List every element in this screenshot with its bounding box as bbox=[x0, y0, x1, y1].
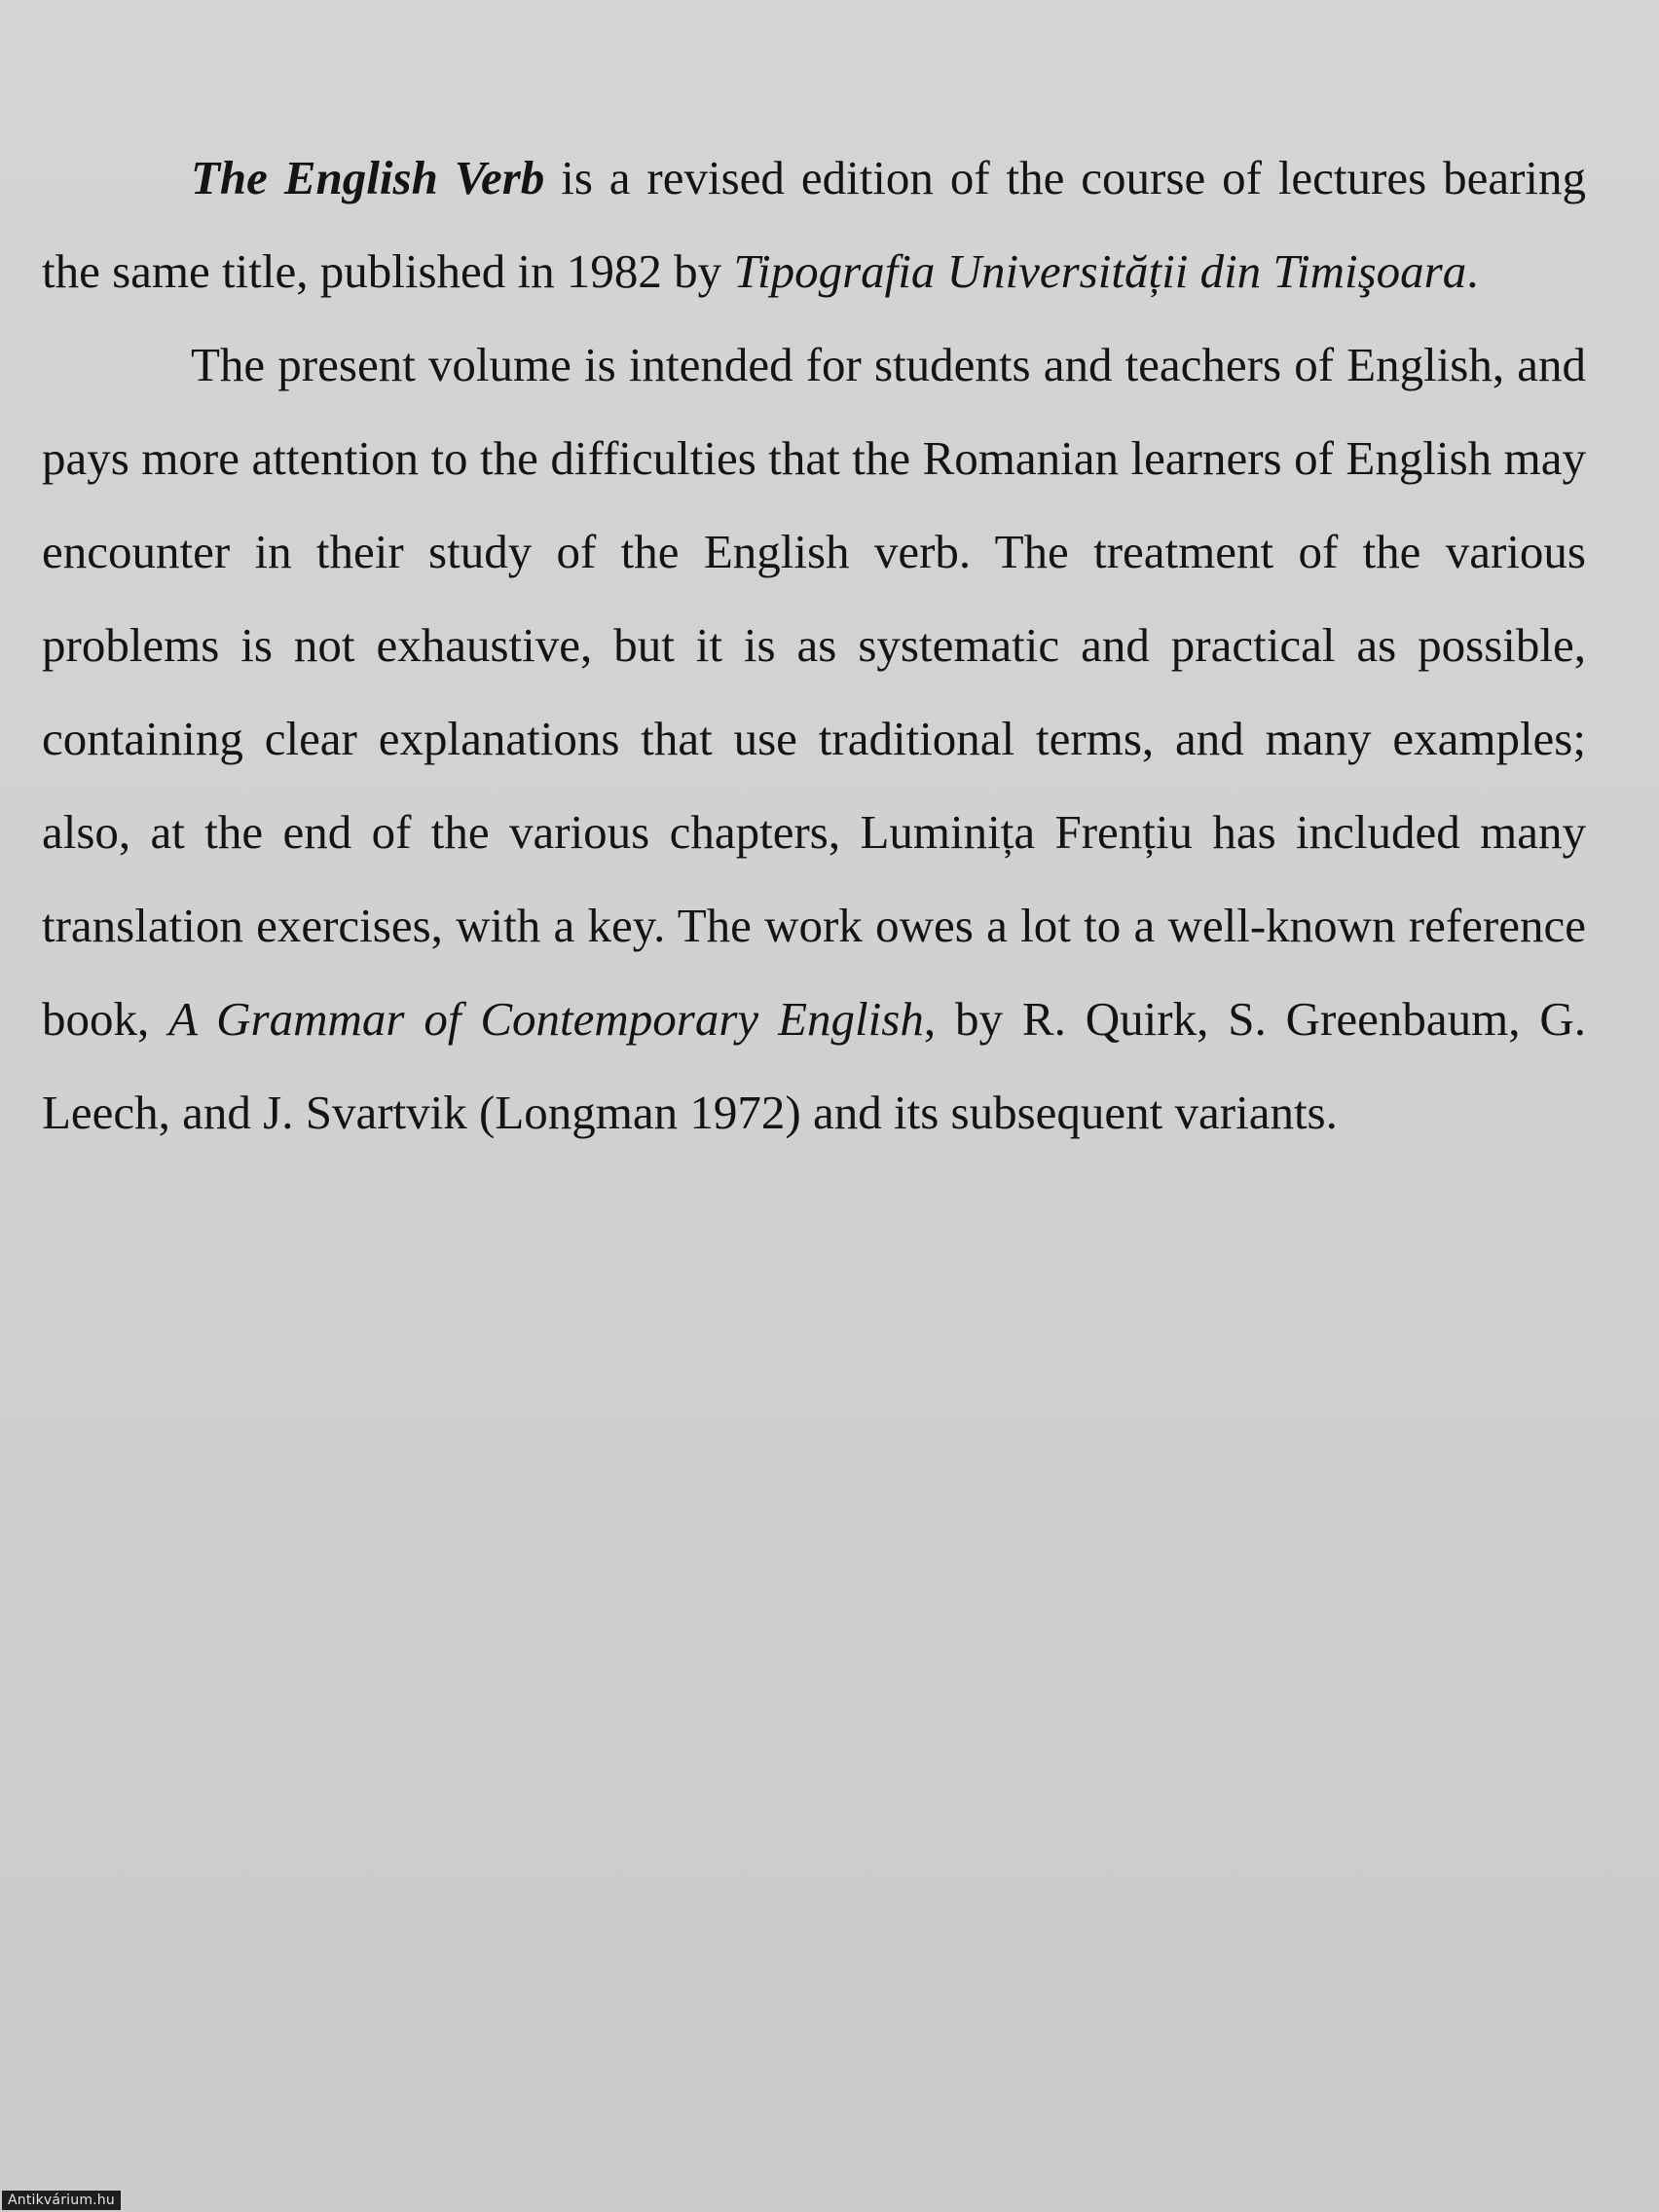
reference-book-title: A Grammar of Contemporary English bbox=[168, 992, 924, 1046]
paragraph-2-text: The present volume is intended for students and teachers of English, and pays more attention to the difficulties that the Romanian learners of English may encounter in their study of the English verb. The treatment of the various problems is not exhaustive, but it is as systematic and practical as possible, containing clear explanations that use traditional terms, and many examples; also, at the end of the various chapters, Luminița Frențiu has included many translation exercises, with a key. The work owes a lot to a well-known reference book, bbox=[42, 338, 1586, 1046]
paragraph-2 bbox=[42, 318, 1586, 1160]
paragraph-1-text: is a revised edition of the course of lectures bearing the same title, published in 1982 by bbox=[42, 151, 1587, 298]
book-title: The English Verb bbox=[191, 151, 545, 204]
paragraph-1 bbox=[42, 131, 1586, 318]
preface-text bbox=[42, 131, 1586, 1160]
paragraph-1-end: . bbox=[1466, 244, 1479, 298]
watermark-logo: Antikvárium.hu bbox=[2, 2191, 121, 2210]
paragraph-2-end: , by R. Quirk, S. Greenbaum, G. Leech, and J. Svartvik (Longman 1972) and its subsequent variants. bbox=[42, 992, 1587, 1139]
publisher-name: Tipografia Universității din Timişoara bbox=[733, 244, 1467, 298]
